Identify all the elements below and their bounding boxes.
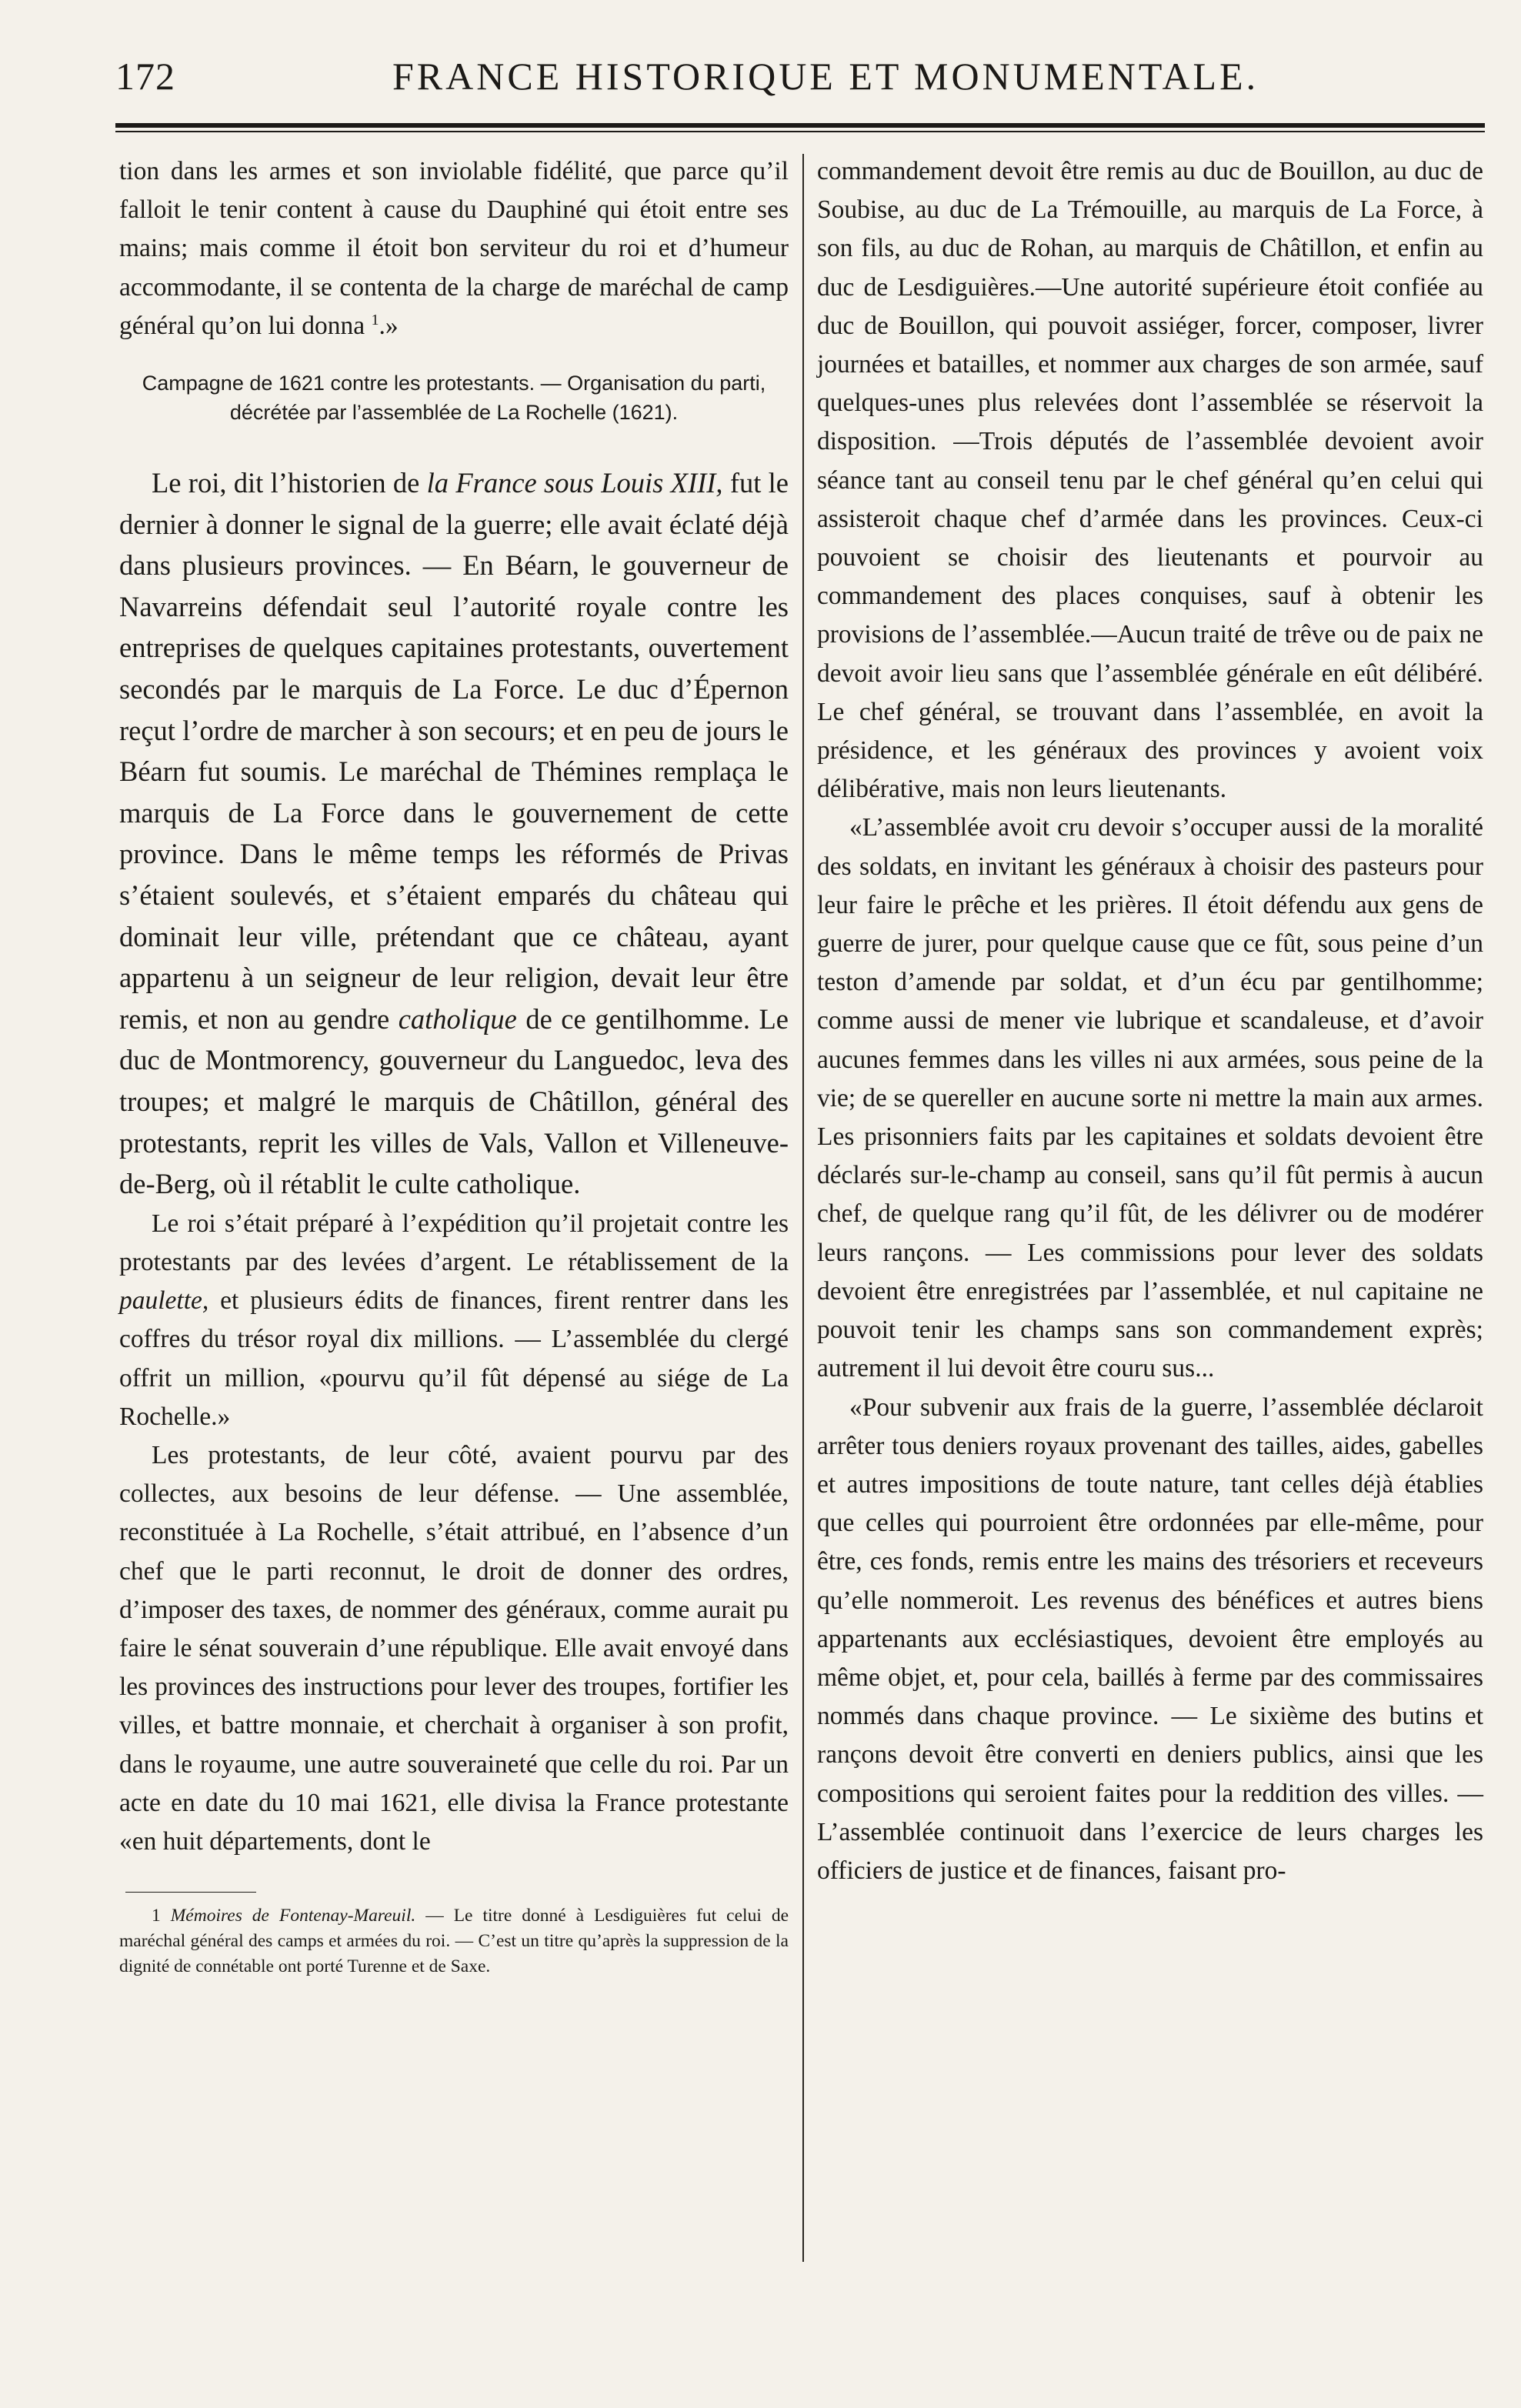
section-heading: Campagne de 1621 contre les protestants. — Organisation du parti, décrétée par l’assemblée de La Rochelle (1621). xyxy=(142,372,766,425)
running-title: FRANCE HISTORIQUE ET MONUMENTALE. xyxy=(392,55,1259,98)
footnote-number: 1 xyxy=(152,1906,161,1926)
p1-text-c: de ce gentilhomme. Le duc de Montmorency, gouverneur du Languedoc, leva des troupes; et malgré le marquis de Châtillon, général des protestants, reprit les villes de Vals, Vallon et Villeneuve-de-Berg, où il rétablit le culte catholique. xyxy=(119,1002,789,1200)
column-divider xyxy=(802,154,804,2262)
p2-text-b: et plusieurs édits de finances, firent rentrer dans les coffres du trésor royal dix millions. — L’assemblée du clergé offrit un million, «pourvu qu’il fût dépensé au siége de La Rochelle.» xyxy=(119,1286,789,1431)
paragraph-moralite: «L’assemblée avoit cru devoir s’occuper aussi de la moralité des soldats, en invitant les généraux à choisir des pasteurs pour leur faire le prêche et les prières. Il étoit défendu aux gens de guerre de jurer, pour quelque cause que ce fût, sous peine d’un teston d’amende par soldat, et d’un écu par gentilhomme; comme aussi de mener vie lubrique et scandaleuse, et d’avoir aucunes femmes dans les villes ni aux armées, sous peine de la vie; de se quereller en aucune sorte ni mettre la main aux armes. Les prisonniers faits par les capitaines et soldats devoient être déclarés sur-le-champ au conseil, sans qu’il fût permis à aucun chef, de quelque rang qu’il fût, de les délivrer ou de modérer leurs rançons. — Les commissions pour lever des soldats devoient être enregistrées par l’assemblée, et nul capitaine ne pouvoit tenir les champs sans son commandement exprès; autrement il lui devoit être couru sus... xyxy=(817,813,1483,1383)
right-column xyxy=(817,152,1483,1890)
paragraph-commandement: commandement devoit être remis au duc de Bouillon, au duc de Soubise, au duc de La Trémouille, au marquis de La Force, à son fils, au duc de Rohan, au marquis de Châtillon, et enfin au duc de Lesdiguières.—Une autorité supérieure étoit confiée au duc de Bouillon, qui pouvoit assiéger, forcer, composer, livrer journées et batailles, et nommer aux charges de son armée, sauf quelques-unes plus relevées dont l’assemblée se réservoit la disposition. —Trois députés de l’assemblée devoient avoir séance tant au conseil tenu par le chef général qu’en celui qui assisteroit chaque chef d’armée dans les provinces. Ceux-ci pouvoient se choisir des lieutenants et pourvoir au commandement des places conquises, sauf à obtenir les provisions de l’assemblée.—Aucun traité de trêve ou de paix ne devoit avoir lieu sans que l’assemblée générale en eût délibéré. Le chef général, se trouvant dans l’assemblée, en avoit la présidence, et les généraux des provinces y avoient voix délibérative, mais non leurs lieutenants. xyxy=(817,157,1483,804)
header-rule-thin xyxy=(115,131,1485,132)
carryover-close: .» xyxy=(379,311,399,340)
catholique-word: catholique xyxy=(398,1002,517,1035)
book-title: la France sous Louis XIII, xyxy=(426,467,723,499)
p2-text-a: Le roi s’était préparé à l’expédition qu’il projetait contre les protestants par des levées d’argent. Le rétablissement de la xyxy=(119,1209,789,1276)
footnote-rule xyxy=(125,1892,256,1893)
page-number: 172 xyxy=(115,55,175,98)
paragraph-frais-guerre: «Pour subvenir aux frais de la guerre, l’assemblée déclaroit arrêter tous deniers royaux provenant des tailles, aides, gabelles et autres impositions de toute nature, tant celles déjà établies que celles qui pourroient être ordonnées par elle-même, pour être, ces fonds, remis entre les mains des trésoriers et receveurs qu’elle nommeroit. Les revenus des bénéfices et autres biens appartenants aux ecclésiastiques, devoient être employés au même objet, et, pour cela, baillés à ferme par des commissaires nommés dans chaque province. — Le sixième des butins et rançons devoit être converti en deniers publics, ainsi que les compositions qui seroient faites pour la reddition des villes. — L’assemblée continuoit dans l’exercice de leurs charges les officiers de justice et de finances, faisant pro- xyxy=(817,1392,1483,1885)
page-header xyxy=(115,48,1485,117)
carryover-paragraph xyxy=(119,152,789,345)
header-rule xyxy=(115,123,1485,128)
paragraph-expedition xyxy=(119,1205,789,1436)
left-column xyxy=(119,152,789,1979)
carryover-text: tion dans les armes et son inviolable fidélité, que parce qu’il falloit le tenir content à cause du Dauphiné qui étoit entre ses mains; mais comme il étoit bon serviteur du roi et d’humeur accommodante, il se contenta de la charge de maréchal de camp général qu’on lui donna xyxy=(119,157,789,340)
paragraph-protestants: Les protestants, de leur côté, avaient pourvu par des collectes, aux besoins de leur défense. — Une assemblée, reconstituée à La Rochelle, s’était attribué, en l’absence d’un chef que le parti reconnut, le droit de donner des ordres, d’imposer des taxes, de nommer des généraux, comme aurait pu faire le sénat souverain d’une république. Elle avait envoyé dans les provinces des instructions pour lever des troupes, fortifier les villes, et battre monnaie, et cherchait à organiser à son profit, dans le royaume, une autre souveraineté que celle du roi. Par un acte en date du 10 mai 1621, elle divisa la France protestante «en huit départements, dont le xyxy=(119,1440,789,1856)
footnote-title: Mémoires de Fontenay-Mareuil. xyxy=(170,1906,416,1926)
footnote-text: — Le titre donné à Lesdiguières fut celui de maréchal général des camps et armées du roi. — C’est un titre qu’après la suppression de la dignité de connétable ont porté Turenne et de Saxe. xyxy=(119,1906,789,1977)
p1-text-b: fut le dernier à donner le signal de la guerre; elle avait éclaté déjà dans plusieurs provinces. — En Béarn, le gouverneur de Navarreins défendait seul l’autorité royale contre les entreprises de quelques capitaines protestants, ouvertement secondés par le marquis de La Force. Le duc d’Épernon reçut l’ordre de marcher à son secours; et en peu de jours le Béarn fut soumis. Le maréchal de Thémines remplaça le marquis de La Force dans le gouvernement de cette province. Dans le même temps les réformés de Privas s’étaient soulevés, et s’étaient emparés du château qui dominait leur ville, prétendant que ce château, ayant appartenu à un seigneur de leur religion, devait leur être remis, et non au gendre xyxy=(119,467,789,1035)
footnote-reference: 1 xyxy=(371,311,379,329)
p1-text-a: Le roi, dit l’historien de xyxy=(152,467,427,499)
paulette-word: paulette, xyxy=(119,1286,209,1316)
paragraph-le-roi xyxy=(119,462,789,1205)
footnote xyxy=(119,1903,789,1979)
